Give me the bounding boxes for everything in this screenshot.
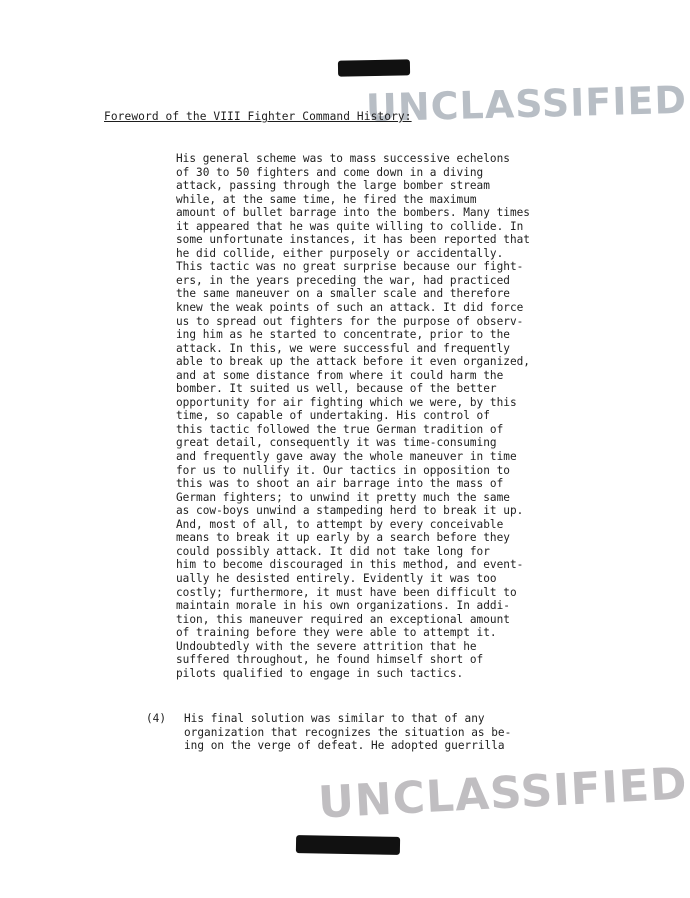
text-line: ers, in the years preceding the war, had practiced (176, 273, 510, 287)
text-line: of 30 to 50 fighters and come down in a diving (176, 165, 484, 179)
paragraph-body (176, 152, 576, 680)
text-line: the same maneuver on a smaller scale and therefore (176, 287, 510, 301)
text-line: able to break up the attack before it even organized, (176, 355, 530, 369)
unclassified-stamp-top: UNCLASSIFIED (365, 77, 688, 131)
text-line: This tactic was no great surprise because our fight- (176, 260, 524, 274)
text-line: Undoubtedly with the severe attrition that he (176, 639, 477, 653)
redaction-bar-top (338, 59, 410, 76)
paragraph-4-text (184, 712, 511, 753)
text-line: this tactic followed the true German tradition of (176, 422, 504, 436)
text-line: bomber. It suited us well, because of the better (176, 382, 497, 396)
text-line: and frequently gave away the whole maneuver in time (176, 450, 517, 464)
text-line: pilots qualified to engage in such tactics. (176, 666, 464, 680)
document-heading: Foreword of the VIII Fighter Command History: (104, 110, 412, 123)
text-line: of training before they were able to attempt it. (176, 626, 497, 640)
paragraph-number: (4) (146, 712, 167, 725)
text-line: maintain morale in his own organizations. In addi- (176, 599, 510, 613)
text-line: organization that recognizes the situation as be- (184, 725, 512, 739)
text-line: tion, this maneuver required an exceptional amount (176, 612, 510, 626)
text-line: attack. In this, we were successful and frequently (176, 341, 510, 355)
text-line: us to spread out fighters for the purpose of observ- (176, 314, 524, 328)
text-line: he did collide, either purposely or accidentally. (176, 246, 504, 260)
text-line: some unfortunate instances, it has been reported that (176, 233, 530, 247)
text-line: His general scheme was to mass successive echelons (176, 152, 510, 165)
text-line: attack, passing through the large bomber stream (176, 179, 490, 193)
text-line: as cow-boys unwind a stampeding herd to break it up. (176, 504, 524, 518)
text-line: for us to nullify it. Our tactics in opposition to (176, 463, 510, 477)
text-line: ing him as he started to concentrate, prior to the (176, 328, 510, 342)
text-line: and at some distance from where it could harm the (176, 368, 504, 382)
text-line: costly; furthermore, it must have been difficult to (176, 585, 517, 599)
text-line: His final solution was similar to that of any (184, 712, 485, 725)
redaction-bar-bottom (296, 835, 400, 855)
text-line: ing on the verge of defeat. He adopted guerrilla (184, 739, 505, 753)
text-line: means to break it up early by a search before they (176, 531, 510, 545)
text-line: opportunity for air fighting which we were, by this (176, 395, 517, 409)
unclassified-stamp-bottom: UNCLASSIFIED (316, 758, 689, 829)
text-line: German fighters; to unwind it pretty much the same (176, 490, 510, 504)
text-line: him to become discouraged in this method, and event- (176, 558, 524, 572)
text-line: this was to shoot an air barrage into the mass of (176, 477, 504, 491)
text-line: knew the weak points of such an attack. It did force (176, 301, 524, 315)
text-line: great detail, consequently it was time-consuming (176, 436, 497, 450)
text-line: could possibly attack. It did not take long for (176, 544, 490, 558)
text-line: ually he desisted entirely. Evidently it was too (176, 571, 497, 585)
text-line: it appeared that he was quite willing to collide. In (176, 219, 524, 233)
text-line: time, so capable of undertaking. His control of (176, 409, 490, 423)
text-line: And, most of all, to attempt by every conceivable (176, 517, 504, 531)
text-line: while, at the same time, he fired the maximum (176, 192, 477, 206)
text-line: suffered throughout, he found himself short of (176, 653, 484, 667)
text-line: amount of bullet barrage into the bombers. Many times (176, 206, 530, 220)
